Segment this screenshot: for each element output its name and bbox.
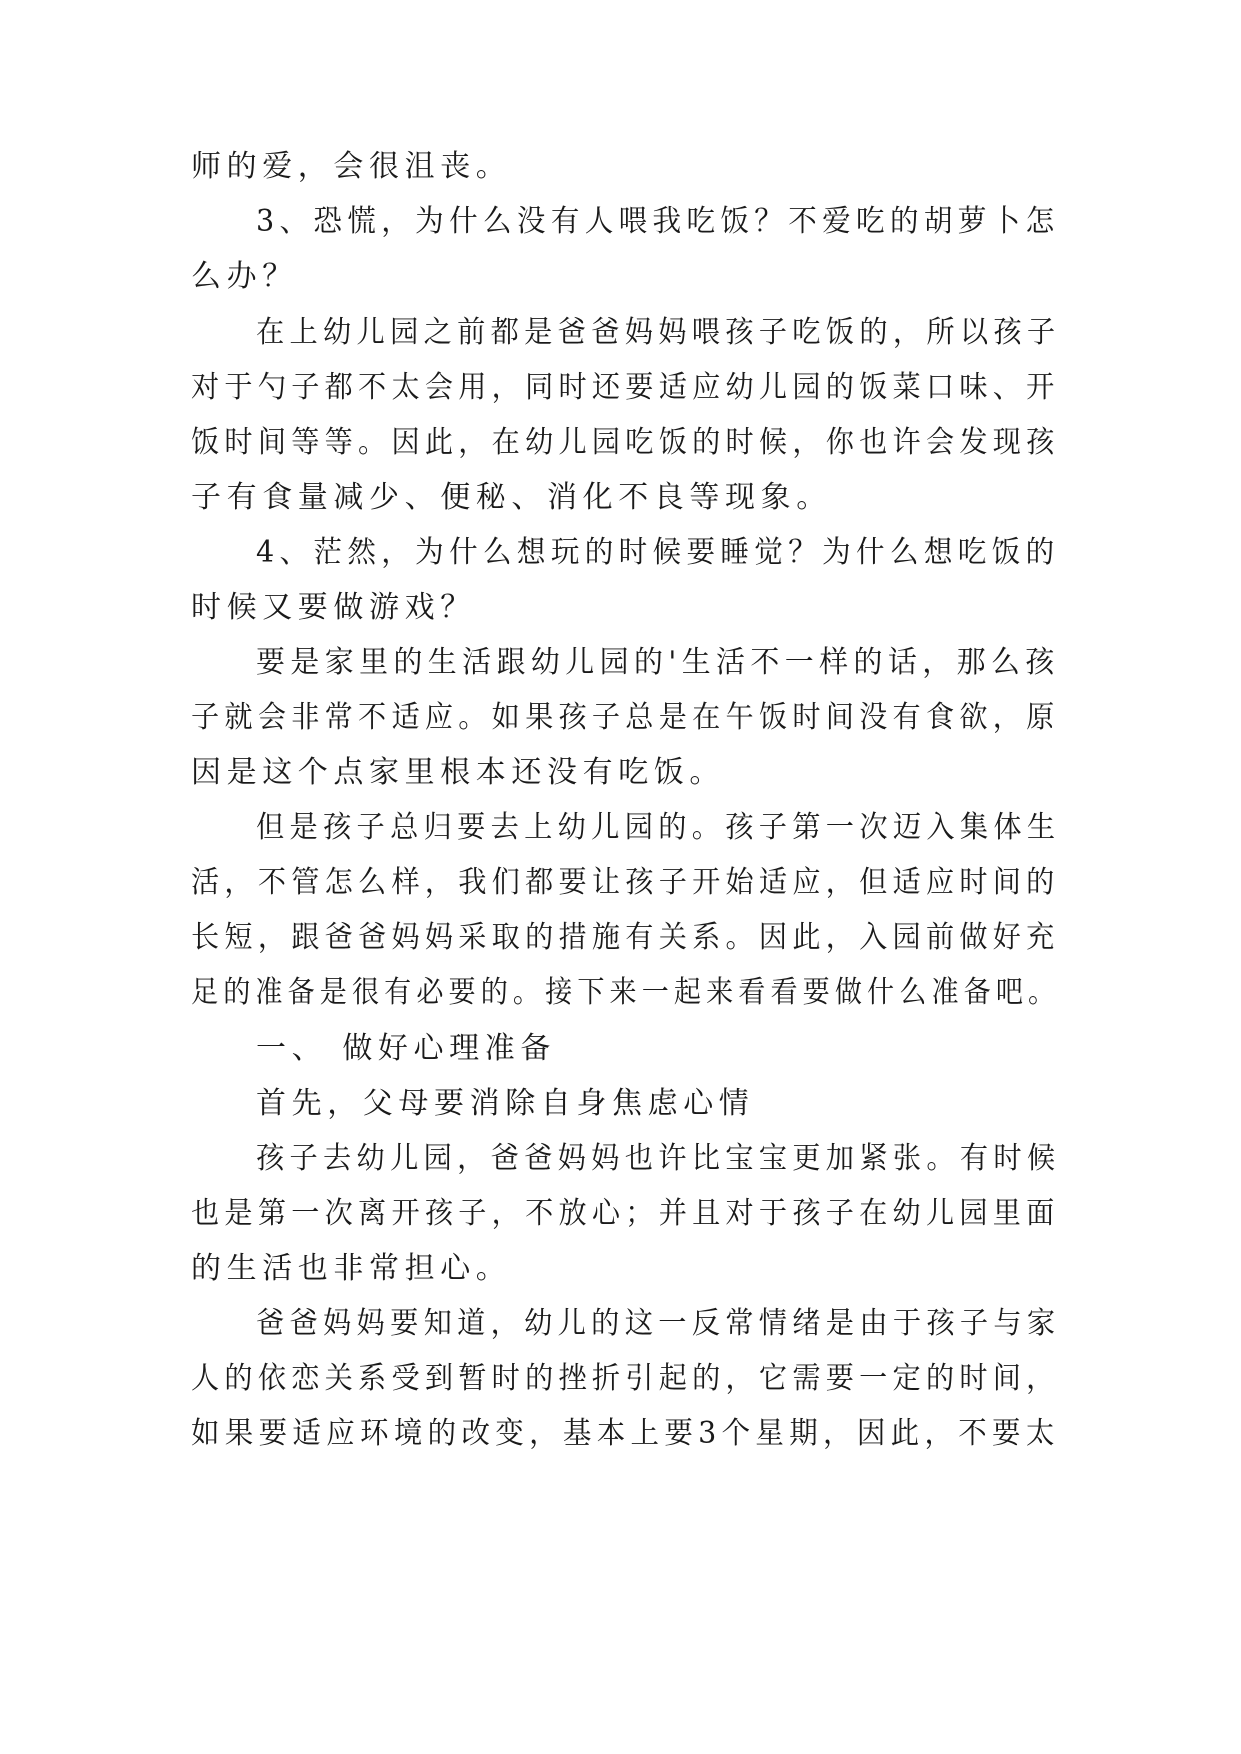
text-line: 如果要适应环境的改变，基本上要3个星期，因此，不要太	[191, 1416, 1060, 1451]
text-line: 要是家里的生活跟幼儿园的'生活不一样的话，那么孩	[256, 645, 1060, 680]
text-line: 饭时间等等。因此，在幼儿园吃饭的时候，你也许会发现孩	[191, 425, 1060, 460]
text-line: 子就会非常不适应。如果孩子总是在午饭时间没有食欲，原	[191, 700, 1060, 735]
text-line: 足的准备是很有必要的。接下来一起来看看要做什么准备吧。	[191, 975, 1061, 1010]
text-line: 但是孩子总归要去上幼儿园的。孩子第一次迈入集体生	[256, 810, 1061, 845]
text-line: 活，不管怎么样，我们都要让孩子开始适应，但适应时间的	[191, 865, 1060, 900]
text-line: 孩子去幼儿园，爸爸妈妈也许比宝宝更加紧张。有时候	[256, 1141, 1061, 1176]
text-line: 对于勺子都不太会用，同时还要适应幼儿园的饭菜口味、开	[191, 370, 1060, 405]
text-line: 人的依恋关系受到暂时的挫折引起的，它需要一定的时间，	[191, 1361, 1060, 1396]
text-line: 师的爱，会很沮丧。	[191, 149, 512, 184]
text-line: 子有食量减少、便秘、消化不良等现象。	[191, 480, 832, 515]
text-line: 在上幼儿园之前都是爸爸妈妈喂孩子吃饭的，所以孩子	[256, 315, 1061, 350]
text-line: 3、恐慌，为什么没有人喂我吃饭？不爱吃的胡萝卜怎	[256, 204, 1060, 239]
text-line: 也是第一次离开孩子，不放心；并且对于孩子在幼儿园里面	[191, 1196, 1060, 1231]
text-line: 因是这个点家里根本还没有吃饭。	[191, 755, 725, 790]
text-line: 么办？	[191, 259, 298, 294]
section-heading: 一、 做好心理准备	[256, 1031, 556, 1066]
text-line: 时候又要做游戏？	[191, 590, 476, 625]
text-line: 的生活也非常担心。	[191, 1251, 512, 1286]
text-line: 首先，父母要消除自身焦虑心情	[256, 1086, 755, 1121]
text-line: 长短，跟爸爸妈妈采取的措施有关系。因此，入园前做好充	[191, 920, 1060, 955]
text-line: 爸爸妈妈要知道，幼儿的这一反常情绪是由于孩子与家	[256, 1306, 1061, 1341]
text-line: 4、茫然，为什么想玩的时候要睡觉？为什么想吃饭的	[256, 535, 1060, 570]
